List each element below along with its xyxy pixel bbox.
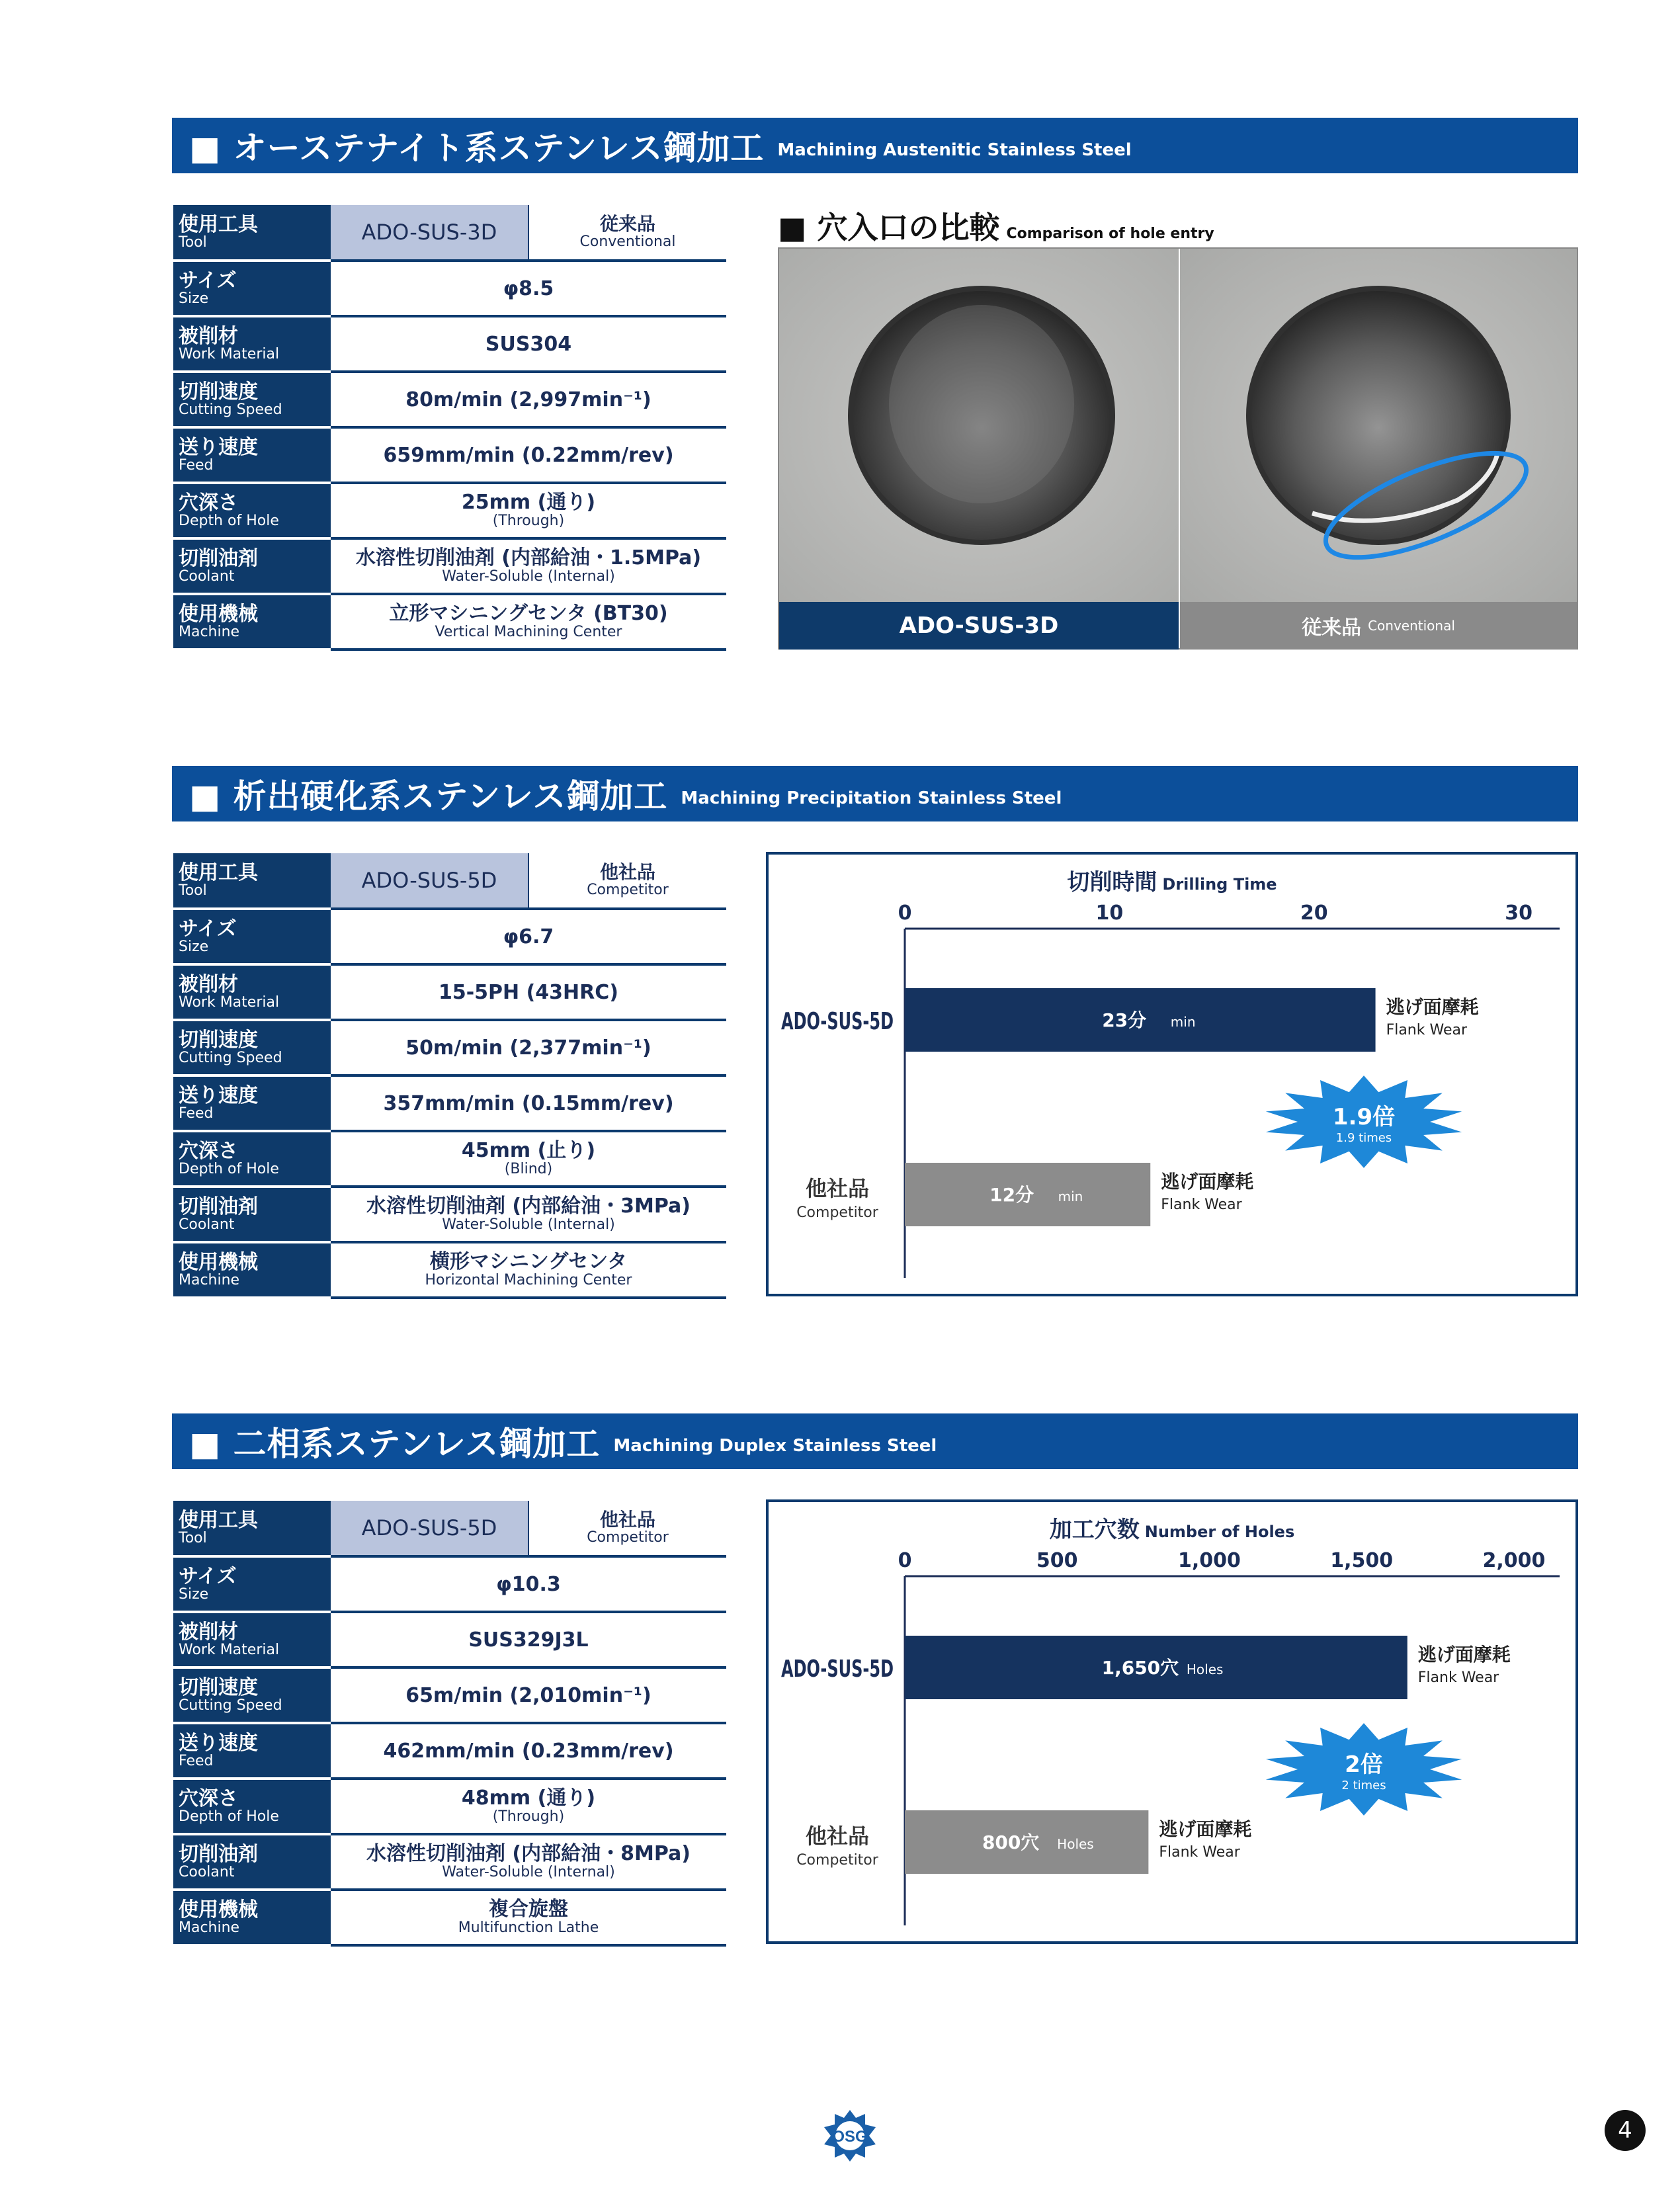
hole-photo-conventional <box>1180 249 1577 602</box>
spec-row: サイズ Size φ8.5 <box>173 261 726 316</box>
spec-value: 複合旋盤 <box>489 1898 568 1921</box>
spec-value-sub: Water-Soluble (Internal) <box>442 1216 615 1234</box>
spec-table <box>173 1501 726 1947</box>
end-label-sub: Flank Wear <box>1417 1669 1499 1686</box>
x-tick-label: 10 <box>1095 902 1124 925</box>
x-tick-label: 0 <box>898 1549 912 1572</box>
spec-value: φ6.7 <box>503 925 554 948</box>
end-label: 逃げ面摩耗 <box>1161 1171 1254 1193</box>
spec-value: 25mm (通り) <box>461 491 596 515</box>
bar-value-label: 800穴 <box>982 1831 1040 1853</box>
section-title: ■ 二相系ステンレス鋼加工 <box>189 1425 601 1463</box>
spec-value: 462mm/min (0.23mm/rev) <box>383 1739 674 1763</box>
spec-value: 357mm/min (0.15mm/rev) <box>383 1091 674 1115</box>
spec-row: 被削材 Work Material 15-5PH (43HRC) <box>173 964 726 1020</box>
osg-logo-icon <box>821 2107 878 2164</box>
spec-row: 被削材 Work Material SUS304 <box>173 316 726 372</box>
spec-row: サイズ Size φ10.3 <box>173 1556 726 1612</box>
badge-main-label: 2倍 <box>1345 1751 1383 1778</box>
spec-value: 15-5PH (43HRC) <box>438 980 618 1004</box>
spec-value: SUS304 <box>485 332 572 356</box>
tool-name: ADO-SUS-5D <box>331 1501 528 1556</box>
spec-row: 送り速度 Feed 659mm/min (0.22mm/rev) <box>173 427 726 483</box>
bar-value-label: 1,650穴 <box>1101 1657 1179 1679</box>
x-tick-label: 500 <box>1036 1549 1078 1572</box>
spec-row: 使用機械 Machine 複合旋盤 Multifunction Lathe <box>173 1890 726 1945</box>
tool-row: 使用工具 Tool ADO-SUS-5D 他社品 Competitor <box>173 1501 726 1556</box>
end-label: 逃げ面摩耗 <box>1159 1818 1252 1840</box>
category-label: 他社品 <box>805 1176 870 1201</box>
tool-row: 使用工具 Tool ADO-SUS-3D 従来品 Conventional <box>173 205 726 261</box>
spec-value: 水溶性切削油剤 (内部給油・3MPa) <box>366 1195 691 1218</box>
spec-row: 切削速度 Cutting Speed 65m/min (2,010min⁻¹) <box>173 1667 726 1723</box>
spec-value-sub: Water-Soluble (Internal) <box>442 1864 615 1881</box>
spec-value: 65m/min (2,010min⁻¹) <box>405 1683 651 1707</box>
spec-row: 切削油剤 Coolant 水溶性切削油剤 (内部給油・8MPa) Water-Soluble (Internal) <box>173 1834 726 1890</box>
spec-value: φ8.5 <box>503 276 554 300</box>
spec-value: 50m/min (2,377min⁻¹) <box>405 1036 651 1060</box>
bar-value-label: 12分 <box>989 1184 1034 1206</box>
section-header <box>172 118 1578 173</box>
comparison-product: 他社品 Competitor <box>528 1501 726 1556</box>
spec-table <box>173 853 726 1299</box>
spec-value: 水溶性切削油剤 (内部給油・1.5MPa) <box>355 546 702 570</box>
number-of-holes-chart <box>766 1499 1578 1944</box>
drilling-time-chart <box>766 852 1578 1296</box>
spec-row: 穴深さ Depth of Hole 25mm (通り) (Through) <box>173 483 726 538</box>
badge-main-label: 1.9倍 <box>1332 1104 1396 1130</box>
section-header <box>172 766 1578 821</box>
spec-row: 切削油剤 Coolant 水溶性切削油剤 (内部給油・1.5MPa) Water-Soluble (Internal) <box>173 538 726 594</box>
spec-row: サイズ Size φ6.7 <box>173 909 726 964</box>
bar-value-label: 23分 <box>1102 1009 1147 1031</box>
section-title: ■ 析出硬化系ステンレス鋼加工 <box>189 777 668 816</box>
spec-row: 使用機械 Machine 立形マシニングセンタ (BT30) Vertical Machining Center <box>173 594 726 650</box>
end-label: 逃げ面摩耗 <box>1386 996 1479 1018</box>
x-tick-label: 0 <box>898 902 912 925</box>
category-sub-label: Competitor <box>796 1204 878 1221</box>
spec-row: 送り速度 Feed 462mm/min (0.23mm/rev) <box>173 1723 726 1779</box>
spec-value-sub: (Through) <box>492 1808 565 1826</box>
spec-table <box>173 205 726 651</box>
spec-value: φ10.3 <box>496 1572 561 1596</box>
spec-row: 切削速度 Cutting Speed 50m/min (2,377min⁻¹) <box>173 1020 726 1075</box>
x-tick-label: 1,000 <box>1178 1549 1241 1572</box>
spec-row: 被削材 Work Material SUS329J3L <box>173 1612 726 1667</box>
chart-title: 切削時間 Drilling Time <box>1067 869 1277 896</box>
section-header <box>172 1413 1578 1469</box>
comparison-product: 他社品 Competitor <box>528 853 726 909</box>
category-label: 他社品 <box>805 1824 870 1849</box>
category-label: ADO-SUS-5D <box>781 1008 894 1035</box>
spec-value: SUS329J3L <box>468 1628 589 1652</box>
spec-value-sub: Multifunction Lathe <box>458 1919 599 1937</box>
end-label-sub: Flank Wear <box>1386 1022 1468 1038</box>
tool-name: ADO-SUS-5D <box>331 853 528 909</box>
tool-row: 使用工具 Tool ADO-SUS-5D 他社品 Competitor <box>173 853 726 909</box>
spec-value-sub: (Through) <box>492 513 565 530</box>
comparison-product: 従来品 Conventional <box>528 205 726 261</box>
end-label: 逃げ面摩耗 <box>1417 1644 1511 1665</box>
section-subtitle: Machining Austenitic Stainless Steel <box>777 140 1132 160</box>
caption-ado: ADO-SUS-3D <box>779 602 1179 650</box>
category-label: ADO-SUS-5D <box>781 1656 894 1683</box>
spec-row: 穴深さ Depth of Hole 45mm (止り) (Blind) <box>173 1131 726 1187</box>
bar-unit-label: Holes <box>1057 1836 1094 1852</box>
spec-row: 送り速度 Feed 357mm/min (0.15mm/rev) <box>173 1075 726 1131</box>
spec-value: 48mm (通り) <box>461 1787 596 1810</box>
section-subtitle: Machining Precipitation Stainless Steel <box>681 788 1062 808</box>
spec-value: 45mm (止り) <box>461 1139 596 1163</box>
spec-value-sub: Vertical Machining Center <box>435 624 622 641</box>
hole-photo-ado <box>779 249 1179 602</box>
spec-value-sub: Horizontal Machining Center <box>425 1272 632 1289</box>
section-title: ■ オーステナイト系ステンレス鋼加工 <box>189 129 765 167</box>
spec-row: 穴深さ Depth of Hole 48mm (通り) (Through) <box>173 1779 726 1834</box>
end-label-sub: Flank Wear <box>1161 1197 1242 1213</box>
comparison-title: ■ 穴入口の比較 Comparison of hole entry <box>778 210 1214 245</box>
section-subtitle: Machining Duplex Stainless Steel <box>613 1436 937 1456</box>
page-number: 4 <box>1605 2110 1646 2151</box>
chart-title: 加工穴数 Number of Holes <box>1049 1517 1295 1543</box>
svg-text:OSG: OSG <box>832 2128 868 2146</box>
category-sub-label: Competitor <box>796 1852 878 1869</box>
x-tick-label: 2,000 <box>1482 1549 1546 1572</box>
spec-value-sub: Water-Soluble (Internal) <box>442 568 615 585</box>
spec-value-sub: (Blind) <box>504 1161 553 1178</box>
spec-row: 切削油剤 Coolant 水溶性切削油剤 (内部給油・3MPa) Water-Soluble (Internal) <box>173 1187 726 1242</box>
x-tick-label: 20 <box>1300 902 1328 925</box>
spec-value: 659mm/min (0.22mm/rev) <box>383 443 674 467</box>
caption-conventional: 従来品 Conventional <box>1180 602 1577 650</box>
spec-value: 水溶性切削油剤 (内部給油・8MPa) <box>366 1842 691 1866</box>
bar-unit-label: min <box>1170 1014 1196 1030</box>
spec-row: 使用機械 Machine 横形マシニングセンタ Horizontal Machining Center <box>173 1242 726 1298</box>
badge-sub-label: 1.9 times <box>1335 1131 1392 1145</box>
badge-sub-label: 2 times <box>1341 1779 1386 1792</box>
x-tick-label: 1,500 <box>1330 1549 1394 1572</box>
bar-unit-label: Holes <box>1186 1662 1224 1677</box>
bar-chart-svg <box>769 855 1575 1294</box>
bar-unit-label: min <box>1058 1189 1083 1204</box>
spec-value: 立形マシニングセンタ (BT30) <box>389 602 668 626</box>
spec-value: 横形マシニングセンタ <box>429 1250 628 1274</box>
spec-row: 切削速度 Cutting Speed 80m/min (2,997min⁻¹) <box>173 372 726 427</box>
tool-name: ADO-SUS-3D <box>331 205 528 261</box>
spec-value: 80m/min (2,997min⁻¹) <box>405 388 651 411</box>
hole-entry-comparison <box>778 247 1578 650</box>
end-label-sub: Flank Wear <box>1159 1844 1240 1861</box>
x-tick-label: 30 <box>1505 902 1533 925</box>
bar-chart-svg <box>769 1502 1575 1941</box>
